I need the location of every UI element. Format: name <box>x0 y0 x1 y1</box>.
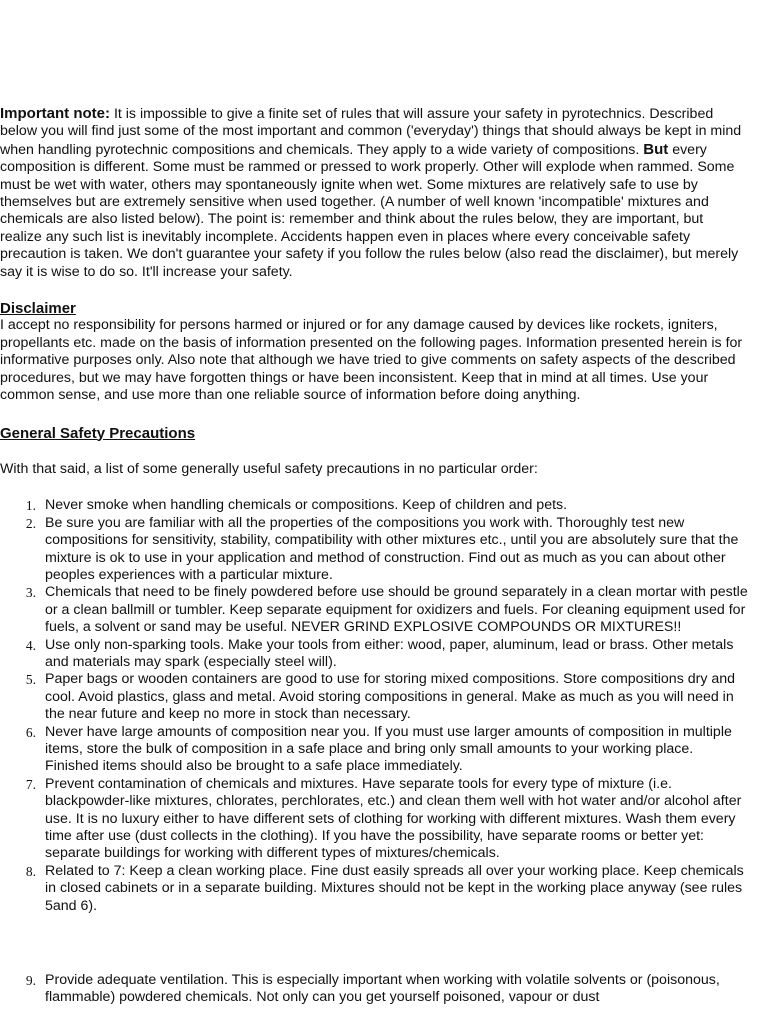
list-item <box>0 671 748 723</box>
list-item <box>0 863 748 915</box>
important-note-but: But <box>643 140 669 158</box>
list-item-text: Never have large amounts of composition near you. If you must use larger amounts of composition in multiple items, store the bulk of composition in a safe place and bring only small amounts to your working place. Finished items should also be brought to a safe place immediately. <box>45 723 732 775</box>
document-page <box>0 105 748 1007</box>
list-item-text: Paper bags or wooden containers are good to use for storing mixed compositions. Store compositions dry and cool. Avoid plastics, glass and metal. Avoid storing compositions in general. Make as much as you will need in the near future and keep no more in stock than necessary. <box>45 671 736 723</box>
general-safety-lead: With that said, a list of some generally useful safety precautions in no particular order: <box>0 460 538 477</box>
list-item-text: Provide adequate ventilation. This is especially important when working with volatile solvents or (poisonous, flammable) powdered chemicals. Not only can you get yourself poisoned, vapour or dust <box>45 972 720 1006</box>
list-item-number: 6. <box>25 724 36 740</box>
disclaimer-text: I accept no responsibility for persons harmed or injured or for any damage caused by devices like rockets, igniters, propellants etc. made on the basis of information presented on the following pages. Information presented herein is for informative purposes only. Also note that although we have tried to give comments on safety aspects of the described procedures, but we may have forgotten things or have been inconsistent. Keep that in mind at all times. Use your common sense, and use more than one reliable source of information before doing anything. <box>0 317 743 404</box>
list-item-text: Never smoke when handling chemicals or compositions. Keep of children and pets. <box>45 497 568 514</box>
list-item <box>0 515 748 585</box>
list-item <box>0 776 748 863</box>
list-item <box>0 497 748 514</box>
general-safety-heading: General Safety Precautions <box>0 424 196 442</box>
list-item <box>0 637 748 672</box>
list-item-number: 3. <box>25 585 36 601</box>
list-item-text: Chemicals that need to be finely powdered before use should be ground separately in a clean mortar with pestle or a clean ballmill or tumbler. Keep separate equipment for oxidizers and fuels. For cleaning equipment used for fuels, a solvent or sand may be useful. NEVER GRIND EXPLOSIVE COMPOUNDS OR MIXTURES!! <box>45 584 748 636</box>
list-item-text: Prevent contamination of chemicals and mixtures. Have separate tools for every type of mixture (i.e. blackpowder-like mixtures, chlorates, perchlorates, etc.) and clean them well with hot water and/or alcohol after use. It is no luxury either to have different sets of clothing for working with different mixtures. Wash them every time after use (dust collects in the clothing). If you have the possibility, have separate rooms or better yet: separate buildings for working with different types of mixtures/chemicals. <box>45 775 742 862</box>
list-item-number: 9. <box>25 973 36 989</box>
list-item <box>0 972 748 1007</box>
list-item-text: Related to 7: Keep a clean working place. Fine dust easily spreads all over your working place. Keep chemicals in closed cabinets or in a separate building. Mixtures should not be kept in the working place anyway (see rules 5and 6). <box>45 862 744 914</box>
list-item-number: 7. <box>25 776 36 792</box>
list-item-text: Use only non-sparking tools. Make your tools from either: wood, paper, aluminum, lead or brass. Other metals and materials may spark (especially steel will). <box>45 636 734 670</box>
list-item-text: Be sure you are familiar with all the properties of the compositions you work with. Thoroughly test new compositions for sensitivity, stability, compatibility with other mixtures etc., until you are absolutely sure that the mixture is ok to use in your application and method of construction. Find out as much as you can about other peoples experiences with a particular mixture. <box>45 514 739 583</box>
important-note-text-b: every composition is different. Some must be rammed or pressed to work properly. Other will explode when rammed. Some must be wet with water, others may spontaneously ignite when wet. Some mixtures are relatively safe to use by themselves but are extremely sensitive when used together. (A number of well known 'incompatible' mixtures and chemicals are also listed below). The point is: remember and think about the rules below, they are important, but realize any such list is inevitably incomplete. Accidents happen even in places where every conceivable safety precaution is taken. We don't guarantee your safety if you follow the rules below (also read the disclaimer), but merely say it is wise to do so. It'll increase your safety. <box>0 141 739 280</box>
important-note-label: Important note: <box>0 105 110 122</box>
list-item <box>0 724 748 776</box>
list-item-number: 8. <box>25 863 36 879</box>
list-item-number: 1. <box>25 498 36 514</box>
important-note-text-a: It is impossible to give a finite set of rules that will assure your safety in pyrotechnics. Described below you will find just some of the most important and common ('everyday') things that should always be kept in mind when handling pyrotechnic compositions and chemicals. They apply to a wide variety of compositions. <box>0 106 742 158</box>
list-item <box>0 584 748 636</box>
important-note-paragraph <box>0 105 748 281</box>
safety-rules-list <box>0 497 748 1007</box>
list-item-number: 4. <box>25 637 36 653</box>
list-item-number: 5. <box>25 672 36 688</box>
disclaimer-heading: Disclaimer <box>0 300 76 318</box>
list-item-number: 2. <box>25 515 36 531</box>
